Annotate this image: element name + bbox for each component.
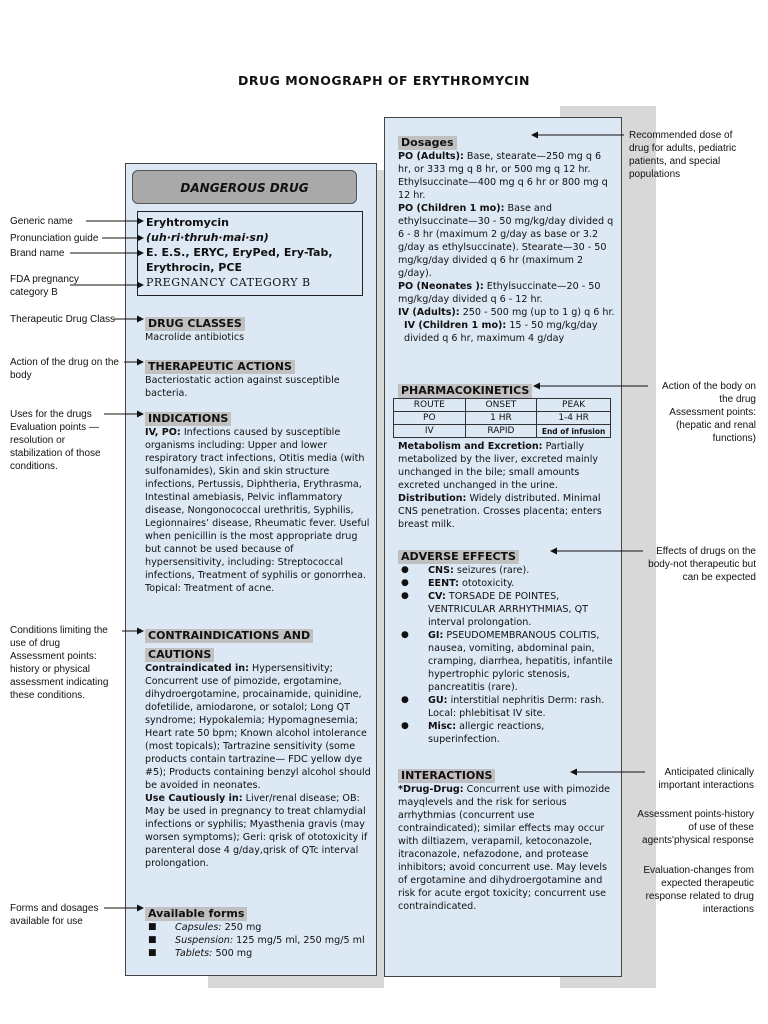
adverse-effects-heading: ADVERSE EFFECTS — [398, 550, 519, 564]
adverse-system: GU: — [428, 695, 448, 706]
note-forms: Forms and dosages available for use — [10, 903, 99, 927]
drug-classes-heading: DRUG CLASSES — [145, 317, 245, 331]
dosage-lead: PO (Neonates ): — [398, 281, 484, 292]
contraindications-heading-line2: CAUTIONS — [145, 648, 214, 662]
dosage-body: 15 - 50 mg/kg/day divided q 6 hr, maximum 4 g/day — [404, 320, 598, 344]
dosages-heading: Dosages — [398, 136, 457, 150]
contraindications-heading-line1: CONTRAINDICATIONS AND — [145, 629, 313, 643]
therapeutic-actions-heading: THERAPEUTIC ACTIONS — [145, 360, 295, 374]
pregnancy-category: PREGNANCY CATEGORY B — [146, 276, 311, 289]
brand-names-line2: Erythrocin, PCE — [146, 261, 242, 274]
note-recommended-dose: Recommended dose of drug for adults, pediatric patients, and special populations — [629, 130, 737, 180]
adverse-system: Misc: — [428, 721, 457, 732]
note-interactions: Anticipated clinically important interactions — [658, 767, 754, 791]
table-header: PEAK — [537, 399, 611, 412]
metabolism-body: Partially metabolized by the liver, excreted mainly unchanged in the bile; small amounts excreted unchanged in the urine. — [398, 441, 599, 491]
pharmacokinetics-heading: PHARMACOKINETICS — [398, 384, 532, 398]
form-value: 250 mg — [221, 922, 262, 933]
brand-names-line1: E. E.S., ERYC, EryPed, Ery-Tab, — [146, 246, 333, 259]
bullet: ● — [401, 630, 409, 640]
form-value: 500 mg — [212, 948, 253, 959]
note-drug-class: Therapeutic Drug Class — [10, 314, 116, 325]
note-drug-action: Action of the drug on the body — [10, 357, 119, 381]
bullet: ■ — [148, 922, 157, 932]
bullet: ● — [401, 565, 409, 575]
adverse-system: CNS: — [428, 565, 454, 576]
contraindicated-lead: Contraindicated in: — [145, 663, 249, 674]
form-value: 125 mg/5 ml, 250 mg/5 ml — [233, 935, 365, 946]
note-fda-pregnancy: FDA pregnancy category B — [10, 274, 79, 298]
form-label: Suspension: — [175, 935, 234, 946]
metabolism-lead: Metabolism and Excretion: — [398, 441, 543, 452]
adverse-text: allergic reactions, superinfection. — [428, 721, 545, 745]
dosage-body: Ethylsuccinate—20 - 50 mg/kg/day divided q 6 - 12 hr. — [398, 281, 601, 305]
table-cell: 1 HR — [465, 412, 537, 425]
indications-body: Infections caused by susceptible organisms including: Upper and lower respiratory tract infections, Otitis media (with sulfonamides), Skin and skin structure infections, Pertussis, Diphtheria, Erythrasma, Intestinal amebiasis, Pelvic inflammatory disease, Nongonococcal urethritis, Syphilis, Legionnaires’ disease, Rheumatic fever. Useful when penicillin is the most appropriate drug but cannot be used because of hypersensitivity, including: Streptococcal infections, Treatment of syphilis or gonorrhea. Topical: Treatment of acne. — [145, 427, 370, 594]
adverse-system: GI: — [428, 630, 444, 641]
page-title: DRUG MONOGRAPH OF ERYTHROMYCIN — [237, 73, 531, 88]
dangerous-drug-banner: DANGEROUS DRUG — [132, 170, 357, 204]
bullet: ■ — [148, 948, 157, 958]
distribution-body: Widely distributed. Minimal CNS penetration. Crosses placenta; enters breast milk. — [398, 493, 602, 530]
form-label: Capsules: — [175, 922, 222, 933]
bullet: ● — [401, 695, 409, 705]
generic-name: Eryhtromycin — [146, 216, 229, 229]
table-cell: PO — [394, 412, 466, 425]
bullet: ■ — [148, 935, 157, 945]
table-cell: IV — [394, 425, 466, 438]
pronunciation-guide: (uh·ri·thruh·mai·sn) — [146, 231, 269, 244]
interactions-body: Concurrent use with pimozide mayqlevels and the risk for serious arrhythmias (concurrent use contraindicated); similar effects may occur with diltiazem, verapamil, ketoconazole, itraconazole, nefazodone, and protease inhibitors; avoid concurrent use. May levels of ergotamine and dihydroergotamine and risk for acute ergot toxicity; concurrent use contraindicated. — [398, 784, 611, 912]
table-cell: End of infusion — [537, 425, 611, 438]
dosage-lead: PO (Children 1 mo): — [398, 203, 505, 214]
note-pronunciation-guide: Pronunciation guide — [10, 233, 99, 244]
note-adverse-effects: Effects of drugs on the body-not therapeutic but can be expected — [648, 546, 756, 583]
therapeutic-actions-text: Bacteriostatic action against susceptible bacteria. — [145, 375, 340, 399]
indications-lead: IV, PO: — [145, 427, 181, 438]
adverse-system: CV: — [428, 591, 446, 602]
dosage-lead: PO (Adults): — [398, 151, 464, 162]
table-header: ROUTE — [394, 399, 466, 412]
distribution-lead: Distribution: — [398, 493, 467, 504]
table-cell: 1-4 HR — [537, 412, 611, 425]
dosage-lead: IV (Children 1 mo): — [404, 320, 507, 331]
interactions-lead: *Drug-Drug: — [398, 784, 464, 795]
note-brand-name: Brand name — [10, 248, 65, 259]
table-header: ONSET — [465, 399, 537, 412]
use-cautiously-lead: Use Cautiously in: — [145, 793, 243, 804]
indications-heading: INDICATIONS — [145, 412, 231, 426]
interactions-heading: INTERACTIONS — [398, 769, 495, 783]
bullet: ● — [401, 591, 409, 601]
dosage-body: 250 - 500 mg (up to 1 g) q 6 hr. — [459, 307, 615, 318]
use-cautiously-body: Liver/renal disease; OB: May be used in pregnancy to treat chlamydial infections or syphilis; Myasthenia gravis (may worsen symptoms); Geri: qrisk of ototoxicity if parenteral dose 4 g/day,qrisk of QTc interval prolongation. — [145, 793, 368, 869]
table-cell: RAPID — [465, 425, 537, 438]
dosage-body: Base and ethylsuccinate—30 - 50 mg/kg/day divided q 6 - 8 hr (maximum 2 g/day as base or 3.2 g/day as ethylsuccinate). Stearate—30 - 50 mg/kg/day divided q 6 hr (maximum 2 g/day). — [398, 203, 614, 279]
available-forms-heading: Available forms — [145, 907, 247, 921]
adverse-text: PSEUDOMEMBRANOUS COLITIS, nausea, vomiting, abdominal pain, cramping, diarrhea, hepatitis, infantile hypertrophic pyloric stenosis, pancreatitis (rare). — [428, 630, 613, 693]
note-evaluation: Evaluation-changes from expected therapeutic response related to drug interactions — [643, 865, 754, 915]
adverse-system: EENT: — [428, 578, 459, 589]
adverse-text: TORSADE DE POINTES, VENTRICULAR ARRHYTHMIAS, QT interval prolongation. — [428, 591, 589, 628]
drug-classes-text: Macrolide antibiotics — [145, 332, 245, 343]
note-assessment-history: Assessment points-history of use of these agents'physical response — [637, 809, 754, 846]
adverse-text: seizures (rare). — [453, 565, 530, 576]
note-generic-name: Generic name — [10, 216, 73, 227]
bullet: ● — [401, 578, 409, 588]
dosage-body: Base, stearate—250 mg q 6 hr, or 333 mg q 8 hr, or 500 mg q 12 hr. Ethylsuccinate—400 mg q 6 hr or 800 mg q 12 hr. — [398, 151, 608, 201]
note-uses: Uses for the drugs Evaluation points — resolution or stabilization of those conditions. — [10, 409, 101, 472]
note-conditions: Conditions limiting the use of drug Assessment points: history or physical assessment indicating these conditions. — [10, 625, 109, 701]
bullet: ● — [401, 721, 409, 731]
note-pharmacokinetics: Action of the body on the drug Assessment points: (hepatic and renal functions) — [662, 381, 756, 444]
adverse-text: interstitial nephritis Derm: rash. Local: phlebitisat IV site. — [428, 695, 605, 719]
form-label: Tablets: — [175, 948, 213, 959]
adverse-text: ototoxicity. — [459, 578, 515, 589]
contraindicated-body: Hypersensitivity; Concurrent use of pimozide, ergotamine, dihydroergotamine, procainamide, quinidine, dofetilide, amiodarone, or sotalol; Long QT syndrome; Hypokalemia; Hypomagnesemia; Heart rate 50 bpm; Known alcohol intolerance (most topicals); Tartrazine sensitivity (some products contain tartrazine— FDC yellow dye #5); Products containing benzyl alcohol should be avoided in neonates. — [145, 663, 371, 791]
dosage-lead: IV (Adults): — [398, 307, 460, 318]
